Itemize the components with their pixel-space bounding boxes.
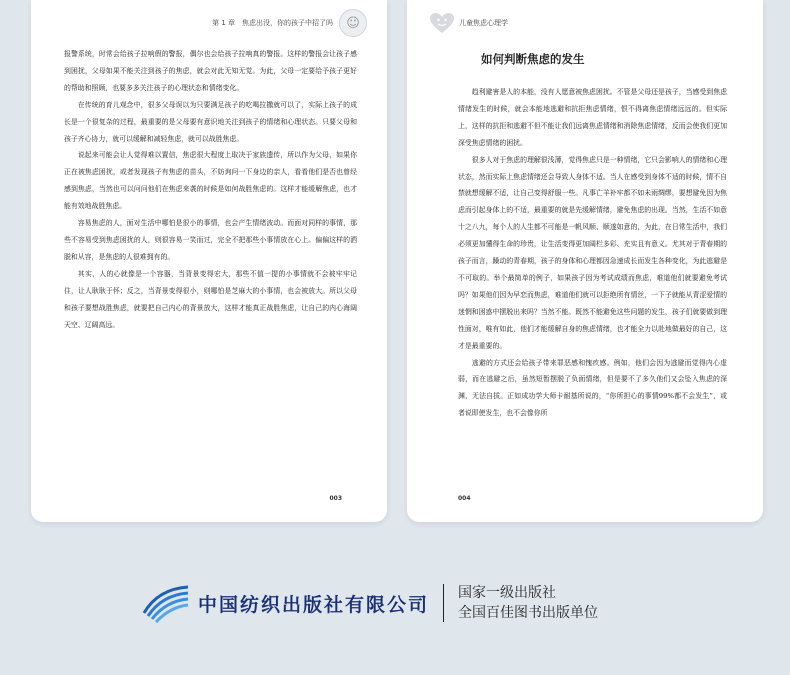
publisher-banner (140, 578, 598, 628)
section-title: 如何判断焦虑的发生 (481, 52, 585, 66)
child-face-icon: ☺ (339, 9, 367, 37)
publisher-name: 中国纺织出版社有限公司 (198, 593, 430, 616)
chapter-header-text: 第 1 章 焦虑出没，你的孩子中招了吗 (212, 19, 333, 27)
heart-face-icon (429, 12, 455, 34)
publisher-divider (443, 584, 444, 622)
right-page-number: 004 (458, 495, 471, 502)
publisher-taglines (458, 583, 598, 623)
body-paragraph: 容易焦虑的人，面对生活中哪怕是很小的事情，也会产生情绪波动。而面对同样的事情，那些不容易受到焦虑困扰的人，则很容易一笑而过，完全不把那些小事情放在心上。偏偏这样的洒脱和从容，是焦虑的人很难拥有的。 (64, 219, 357, 261)
left-page-number: 003 (329, 495, 342, 502)
left-book-page (31, 0, 387, 522)
body-paragraph: 说起来可能会让人觉得难以置信，焦虑很大程度上取决于家族遗传，所以作为父母，如果你正在被焦虑困扰，或者发现孩子有焦虑的苗头，不妨询问一下身边的亲人，看看他们是否也曾经感到焦虑，当然也可以问问他们在焦虑来袭的时候是如何战胜焦虑的。这样才能缓解焦虑，也才能有效地战胜焦虑。 (64, 151, 357, 211)
right-running-head (429, 8, 508, 38)
body-paragraph: 在传统的育儿观念中，很多父母误以为只要满足孩子的吃喝拉撒就可以了，实际上孩子的成长是一个很复杂的过程，最重要的是父母要有意识地关注到孩子的情绪和心理状态。只要父母和孩子齐心协力，就可以缓解和减轻焦虑，就可以战胜焦虑。 (64, 100, 357, 143)
body-paragraph: 其实，人的心就像是一个容器，当背景变得宏大，那些不值一提的小事情就不会被牢牢记住，让人耿耿于怀；反之，当背景变得很小，则哪怕是芝麻大的小事情，也会被放大。所以父母和孩子要想战胜焦虑，就要把自己内心的背景放大，这样才能真正战胜焦虑，让自己的内心海阔天空、辽阔高远。 (64, 269, 357, 329)
left-body-text (64, 46, 357, 333)
body-paragraph: 报警系统，时常会给孩子拉响假的警报，偶尔也会给孩子拉响真的警报。这样的警报会让孩子感到困扰，父母如果不能关注到孩子的焦虑，就会对此无知无觉。为此，父母一定要给予孩子更好的帮助和照顾，也要多多关注孩子的心理状态和情绪变化。 (64, 50, 357, 92)
left-running-head (212, 8, 367, 38)
right-book-page (407, 0, 763, 522)
body-paragraph: 逃避的方式还会给孩子带来罪恶感和愧疚感。例如，他们会因为逃避而觉得内心虚弱，而在逃避之后，虽然短暂摆脱了负面情绪，但是要不了多久他们又会坠入焦虑的深渊，无法自拔。正如成功学大师卡耐基所说的，“你所担心的事情99%都不会发生”，或者说即使发生，也不会像你所 (458, 358, 727, 418)
publisher-tagline-1: 国家一级出版社 (458, 585, 557, 601)
publisher-tagline-2: 全国百佳图书出版单位 (458, 605, 599, 621)
right-body-text (458, 84, 727, 422)
body-paragraph: 趋利避害是人的本能，没有人愿意被焦虑困扰。不管是父母还是孩子，当感受到焦虑情绪发生的时候，就会本能地逃避和抗拒焦虑情绪，恨不得离焦虑情绪远远的。但实际上，这样的抗拒和逃避不但不能让我们远离焦虑情绪和消除焦虑情绪，反而会使我们更加深受焦虑情绪的困扰。 (458, 88, 727, 147)
publisher-logo-icon (140, 583, 192, 623)
book-title-header: 儿童焦虑心理学 (459, 19, 508, 27)
body-paragraph: 很多人对于焦虑的理解很浅薄，觉得焦虑只是一种情绪，它只会影响人的情绪和心理状态，然而实际上焦虑情绪还会导致人身体不适。当人在感受到身体不适的时候，情不自禁就想缓解不适，让自己变得舒服一些。凡事亡羊补牢都不如未雨绸缪，要想避免因为焦虑而引起身体上的不适，最重要的就是先缓解情绪，避免焦虑的出现。当然，生活不如意十之八九，每个人的人生都不可能是一帆风顺、顺遂如意的，为此，在日常生活中，我们必须更加懂得生命的珍贵，让生活变得更加阔栏多彩、充实且有意义。尤其对于青春期的孩子而言，躁动的青春期，孩子的身体和心理都因急速成长而发生各种变化，为此逃避是不可取的。举个最简单的例子，如果孩子因为考试成绩而焦虑，难道他们就要避免考试吗？如果他们因为早恋而焦虑，难道他们就可以拒绝所有情丝，一下子就能从青涩爱情的迷惘和困惑中摆脱出来吗？当然不能。既然不能避免这些问题的发生，孩子们就要做到理性面对，唯有如此，他们才能缓解自身的焦虑情绪，也才能全力以赴地做最好的自己，这才是最重要的。 (458, 155, 727, 350)
